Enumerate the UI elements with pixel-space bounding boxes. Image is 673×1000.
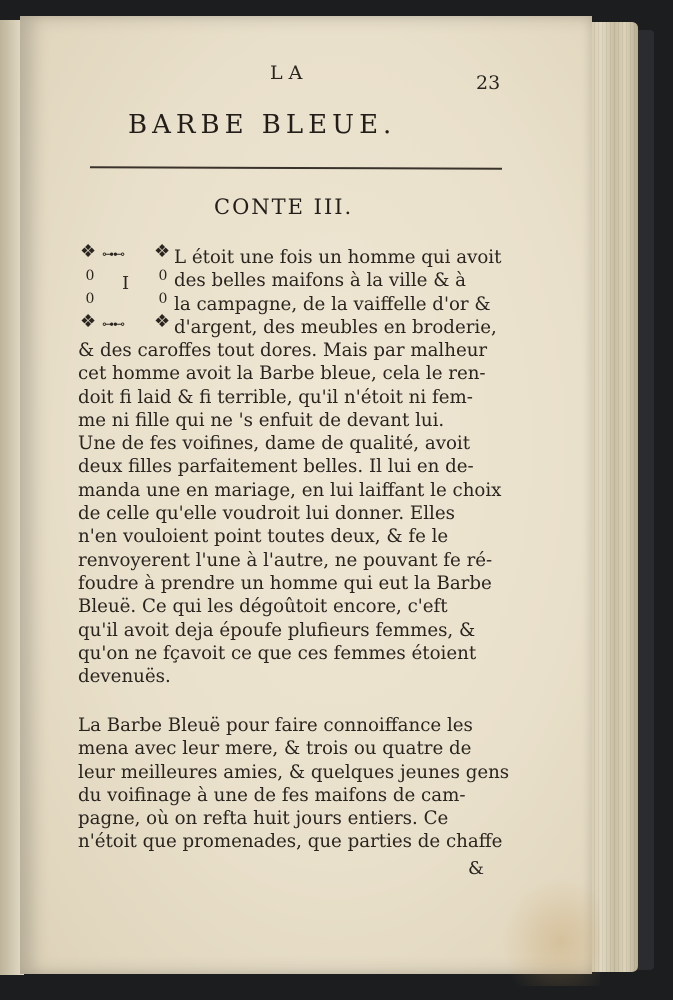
text-line: la campagne, de la vaiffelle d'or & xyxy=(174,293,491,315)
text-line: cet homme avoit la Barbe bleue, cela le ren- xyxy=(78,363,486,385)
text-line: doit fi laid & fi terrible, qu'il n'étoit ni fem- xyxy=(78,386,473,408)
ornament-side-icon: 0 xyxy=(85,268,95,284)
ornament-side-icon: 0 xyxy=(158,291,168,307)
paragraph-1 xyxy=(78,339,502,688)
text-line: n'en vouloient point toutes deux, & fe le xyxy=(78,526,449,548)
text-line: mena avec leur mere, & trois ou quatre de xyxy=(78,738,472,760)
page-block-edge xyxy=(586,22,638,972)
text-line: Une de fes voifines, dame de qualité, avoit xyxy=(78,433,471,455)
ornamental-dropcap xyxy=(80,243,174,335)
ornament-corner-icon: ❖ xyxy=(80,241,97,262)
running-head: LA xyxy=(270,62,309,84)
text-line: & des caroffes tout dores. Mais par malheur xyxy=(78,340,488,361)
text-line: renvoyerent l'une à l'autre, ne pouvant fe ré- xyxy=(78,549,493,571)
text-line: de celle qu'elle voudroit lui donner. Elles xyxy=(78,503,455,525)
text-line: n'étoit que promenades, que parties de chaffe xyxy=(78,831,503,853)
text-line: Bleuë. Ce qui les dégoûtoit encore, c'eft xyxy=(78,596,448,618)
text-line: manda une en mariage, en lui laiffant le choix xyxy=(78,479,502,501)
tale-heading: CONTE III. xyxy=(214,195,354,219)
page-title: BARBE BLEUE. xyxy=(128,110,397,140)
text-line: qu'on ne fçavoit ce que ces femmes étoient xyxy=(78,642,477,664)
ornament-corner-icon: ❖ xyxy=(80,311,97,332)
ornament-side-icon: 0 xyxy=(158,268,168,284)
page-number: 23 xyxy=(476,72,501,94)
text-line: me ni fille qui ne 's enfuit de devant lui. xyxy=(78,409,445,431)
text-line: La Barbe Bleuë pour faire connoiffance les xyxy=(78,715,473,736)
dropcap-letter: I xyxy=(122,273,130,294)
foxing-stain xyxy=(500,876,600,986)
text-line: du voifinage à une de fes maifons de cam- xyxy=(78,784,466,806)
ornament-corner-icon: ❖ xyxy=(154,241,171,262)
text-line: d'argent, des meubles en broderie, xyxy=(174,316,497,338)
ornament-corner-icon: ❖ xyxy=(154,311,171,332)
text-line: foudre à prendre un homme qui eut la Barbe xyxy=(78,572,492,594)
ornament-chain-icon: ⊶⊷ xyxy=(102,247,124,261)
ornament-chain-icon: ⊶⊷ xyxy=(102,317,124,331)
text-line: qu'il avoit deja époufe plufieurs femmes, & xyxy=(78,619,476,641)
catchword: & xyxy=(468,858,485,879)
text-line: L étoit une fois un homme qui avoit xyxy=(174,247,502,268)
opening-lines xyxy=(174,246,500,339)
text-line: devenuës. xyxy=(78,666,171,688)
ornament-side-icon: 0 xyxy=(85,291,95,307)
paragraph-2 xyxy=(78,714,510,854)
text-line: deux filles parfaitement belles. Il lui en de- xyxy=(78,456,474,478)
text-line: pagne, où on refta huit jours entiers. Ce xyxy=(78,808,449,830)
text-line: leur meilleures amies, & quelques jeunes gens xyxy=(78,761,510,783)
text-line: des belles maifons à la ville & à xyxy=(174,270,467,292)
